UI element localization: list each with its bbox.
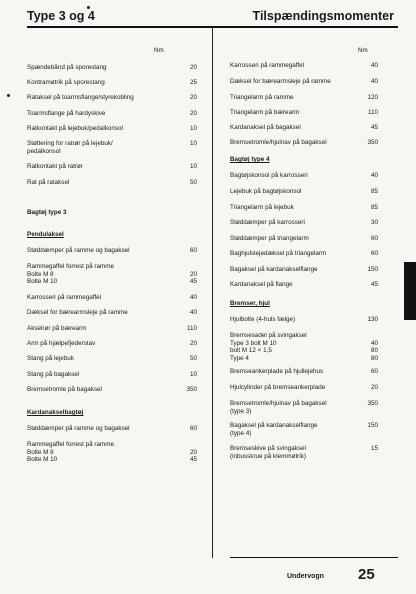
page-header-right-title: Tilspændingsmomenter: [252, 9, 394, 23]
table-row: [27, 386, 197, 394]
section-heading-label: Bagtøj type 4: [230, 156, 270, 163]
row-label: Arm på hjælpefjederstav: [27, 340, 96, 347]
row-label: Rammegaffel forrest på ramme Bolte M 8 Bolte M 10: [27, 441, 115, 463]
table-row: [230, 400, 378, 415]
row-value: 85: [370, 188, 378, 195]
table-row: [230, 316, 378, 324]
table-row: [230, 281, 378, 289]
row-value: 40: [370, 78, 378, 85]
table-row: [27, 163, 197, 171]
row-value: 30: [370, 219, 378, 226]
row-label: Karrosseri på rammegaffel: [230, 62, 305, 69]
row-label: Karrosseri på rammegaffel: [27, 294, 102, 301]
right-unit-label: Nm: [358, 47, 368, 54]
row-value: 10: [189, 140, 197, 147]
table-row: [230, 266, 378, 274]
row-label: Bremseskive på svingaksel (inbusskrue på klemmøtrik): [230, 445, 306, 460]
table-row: [230, 219, 378, 227]
table-row: [27, 340, 197, 348]
row-label: Støddæmper på ramme og bagaksel: [27, 425, 130, 432]
page-header-left-title: Type 3 og 4: [27, 9, 95, 23]
row-value: 20: [189, 340, 197, 347]
row-value: 110: [186, 325, 197, 332]
table-row: [27, 64, 197, 72]
table-row: [230, 368, 378, 376]
table-row: [27, 125, 197, 133]
table-row: [27, 294, 197, 302]
row-value: 150: [367, 266, 378, 273]
row-value: 60: [189, 425, 197, 432]
row-value: 10: [189, 125, 197, 132]
row-value: 40: [370, 62, 378, 69]
subsection-heading-label: Kardanakselbagtøj: [27, 409, 84, 416]
row-value: 50: [189, 179, 197, 186]
row-label: Støddæmper på triangelarm: [230, 235, 309, 242]
table-row: [230, 62, 378, 70]
row-label: Støttering for ratrør på lejebuk/ pedalkonsol: [27, 140, 113, 155]
row-label: Akselrør på bærearm: [27, 325, 87, 332]
row-value: 45: [370, 281, 378, 288]
section-heading: [230, 156, 378, 164]
table-row: [230, 78, 378, 86]
row-value: 20 45: [189, 270, 197, 285]
subsection-heading-label: Pendulaksel: [27, 231, 64, 238]
left-unit-label: Nm: [154, 47, 164, 54]
table-row: [230, 250, 378, 258]
table-row: [27, 309, 197, 317]
section-heading: [230, 300, 378, 308]
table-row: [230, 139, 378, 147]
row-value: 60: [370, 250, 378, 257]
page-number: 25: [358, 566, 375, 583]
row-value: 10: [189, 163, 197, 170]
row-label: Dæksel for bærearmsleje på ramme: [27, 309, 128, 316]
subsection-heading: [27, 409, 197, 417]
row-value: 20: [189, 94, 197, 101]
table-row: [27, 140, 197, 155]
row-label: Kontramøtrik på sporestang: [27, 79, 105, 86]
row-value: 20: [189, 110, 197, 117]
table-row: [230, 332, 378, 362]
table-row: [230, 235, 378, 243]
row-value: 10: [189, 371, 197, 378]
row-label: Hjulbolte (4-huls fælge): [230, 316, 296, 323]
row-label: Spændebånd på sporestang: [27, 64, 107, 71]
row-value: 20: [370, 384, 378, 391]
row-value: 60: [189, 247, 197, 254]
row-label: Kardanaksel på bagaksel: [230, 124, 301, 131]
row-value: 20 45: [189, 448, 197, 463]
table-row: [230, 445, 378, 460]
table-row: [27, 263, 197, 286]
row-value: 350: [186, 386, 197, 393]
table-row: [27, 325, 197, 333]
row-label: Triangelarm på lejebuk: [230, 204, 294, 211]
column-divider: [212, 28, 213, 558]
section-thumb-tab: [404, 262, 416, 320]
row-value: 40: [370, 172, 378, 179]
table-row: [27, 79, 197, 87]
row-value: 350: [367, 400, 378, 407]
section-heading: [27, 209, 197, 217]
section-heading-label: Bremser, hjul: [230, 300, 270, 307]
table-row: [230, 204, 378, 212]
table-row: [27, 441, 197, 464]
row-label: Støddæmper på ramme og bagaksel: [27, 247, 130, 254]
row-label: Stang på lejebuk: [27, 355, 74, 362]
table-row: [230, 422, 378, 437]
table-row: [27, 247, 197, 255]
row-value: 40: [189, 309, 197, 316]
table-row: [27, 179, 197, 187]
row-label: Bremseankerplade på hjullejehus: [230, 368, 324, 375]
row-value: 40: [189, 294, 197, 301]
row-value: 60: [370, 368, 378, 375]
row-label: Bremsetromle på bagaksel: [27, 386, 102, 393]
row-label: Kardanaksel på flange: [230, 281, 293, 288]
row-label: Bremsetromle/hjulnav på bagaksel (type 3): [230, 400, 327, 415]
row-label: Lejebuk på bagtøjskonsol: [230, 188, 302, 195]
row-value: 15: [370, 445, 378, 452]
row-label: Bagaksel på kardanakselflange (type 4): [230, 422, 318, 437]
row-label: Bagaksel på kardanakselflange: [230, 266, 318, 273]
section-heading-label: Bagtøj type 3: [27, 209, 67, 216]
table-row: [230, 124, 378, 132]
row-label: Bagtøjskonsol på karrosseri: [230, 172, 308, 179]
row-value: 25: [189, 79, 197, 86]
subsection-heading: [27, 231, 197, 239]
row-value: 110: [367, 109, 378, 116]
row-value: 150: [367, 422, 378, 429]
row-value: 50: [189, 355, 197, 362]
table-row: [27, 94, 197, 102]
row-label: Støddæmper på karrosseri: [230, 219, 305, 226]
row-value: 350: [367, 139, 378, 146]
row-label: Rat på rataksel: [27, 179, 70, 186]
row-label: Dæksel for bærearmsleje på ramme: [230, 78, 331, 85]
row-label: Hjulcylinder på bremseankerplade: [230, 384, 326, 391]
row-value: 40 80 80: [370, 339, 378, 362]
row-label: Toarmsflange på hardyskive: [27, 110, 106, 117]
scan-dot: [87, 6, 90, 9]
row-value: 45: [370, 124, 378, 131]
row-label: Ratkontakt på lejebuk/pedalkonsol: [27, 125, 123, 132]
row-value: 20: [189, 64, 197, 71]
table-row: [27, 355, 197, 363]
row-label: Triangelarm på bærearm: [230, 109, 300, 116]
table-row: [230, 94, 378, 102]
row-label: Rataksel på toarmsflange/styrekobling: [27, 94, 134, 101]
row-value: 130: [367, 316, 378, 323]
table-row: [27, 425, 197, 433]
table-row: [230, 172, 378, 180]
row-label: Bremsetromle/hjulnav på bagaksel: [230, 139, 327, 146]
row-value: 120: [367, 94, 378, 101]
table-row: [230, 384, 378, 392]
table-row: [27, 110, 197, 118]
row-label: Baghjulslejedæksel på triangelarm: [230, 250, 327, 257]
table-row: [230, 188, 378, 196]
table-row: [230, 109, 378, 117]
scan-dot: [7, 94, 10, 97]
row-label: Bremsesadel på svingaksel Type 3 bolt M 10 bolt M 12 × 1,5 Type 4: [230, 332, 307, 362]
row-label: Stang på bagaksel: [27, 371, 80, 378]
footer-section-label: Undervogn: [287, 573, 324, 580]
row-value: 60: [370, 235, 378, 242]
footer-rule: [230, 557, 398, 558]
row-label: Rammegaffel forrest på ramme Bolte M 8 Bolte M 10: [27, 263, 115, 285]
row-label: Ratkontakt på ratrør: [27, 163, 83, 170]
row-value: 85: [370, 204, 378, 211]
table-row: [27, 371, 197, 379]
row-label: Triangelarm på ramme: [230, 94, 294, 101]
